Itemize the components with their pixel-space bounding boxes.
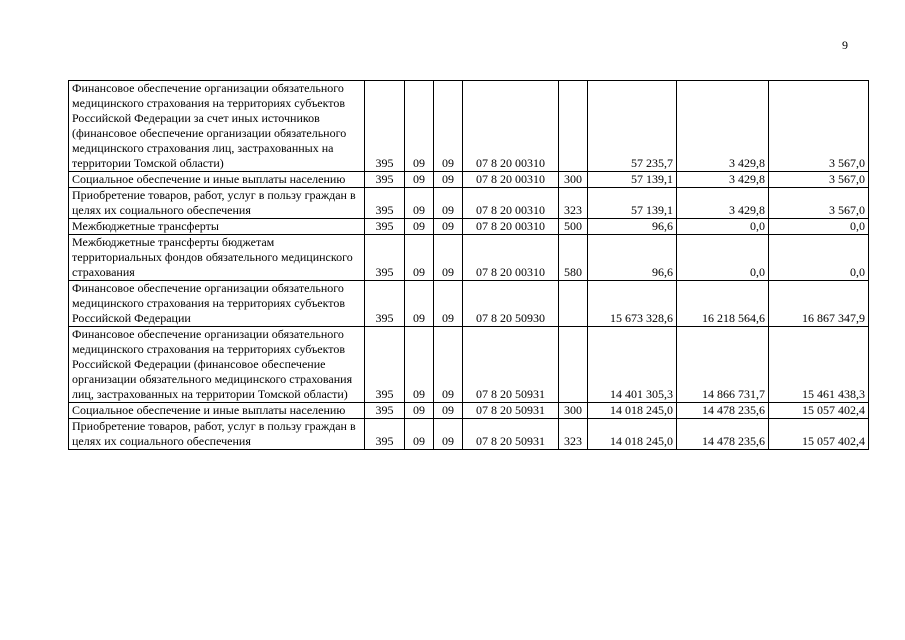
- year-2-amount: 14 478 235,6: [677, 403, 769, 419]
- ministry-code: 395: [365, 172, 405, 188]
- row-name: Финансовое обеспечение организации обязательного медицинского страхования на территориях субъектов Российской Федерации (финансовое обеспечение организации обязательного медицинского страхования лиц, застрахованных на территории Томской области): [69, 327, 365, 403]
- ministry-code: 395: [365, 403, 405, 419]
- ministry-code: 395: [365, 419, 405, 450]
- expense-type-code: 300: [559, 403, 588, 419]
- table-row: [69, 219, 869, 235]
- year-3-amount: 15 461 438,3: [769, 327, 869, 403]
- target-code: 07 8 20 50931: [463, 327, 559, 403]
- subsection-code: 09: [434, 419, 463, 450]
- subsection-code: 09: [434, 188, 463, 219]
- subsection-code: 09: [434, 219, 463, 235]
- table-row: [69, 81, 869, 172]
- subsection-code: 09: [434, 235, 463, 281]
- year-1-amount: 57 235,7: [588, 81, 677, 172]
- ministry-code: 395: [365, 281, 405, 327]
- year-3-amount: 0,0: [769, 235, 869, 281]
- year-1-amount: 96,6: [588, 235, 677, 281]
- row-name: Социальное обеспечение и иные выплаты населению: [69, 403, 365, 419]
- year-3-amount: 3 567,0: [769, 172, 869, 188]
- target-code: 07 8 20 00310: [463, 188, 559, 219]
- row-name: Финансовое обеспечение организации обязательного медицинского страхования на территориях субъектов Российской Федерации за счет иных источников (финансовое обеспечение организации обязательного медицинского страхования лиц, застрахованных на территории Томской области): [69, 81, 365, 172]
- year-1-amount: 14 018 245,0: [588, 419, 677, 450]
- year-3-amount: 15 057 402,4: [769, 403, 869, 419]
- section-code: 09: [405, 172, 434, 188]
- target-code: 07 8 20 50931: [463, 419, 559, 450]
- ministry-code: 395: [365, 235, 405, 281]
- table-row: [69, 403, 869, 419]
- year-2-amount: 3 429,8: [677, 81, 769, 172]
- year-2-amount: 3 429,8: [677, 172, 769, 188]
- ministry-code: 395: [365, 219, 405, 235]
- section-code: 09: [405, 327, 434, 403]
- section-code: 09: [405, 403, 434, 419]
- table-row: [69, 235, 869, 281]
- table-row: [69, 419, 869, 450]
- expense-type-code: 300: [559, 172, 588, 188]
- section-code: 09: [405, 235, 434, 281]
- row-name: Финансовое обеспечение организации обязательного медицинского страхования на территориях субъектов Российской Федерации: [69, 281, 365, 327]
- expense-type-code: 500: [559, 219, 588, 235]
- ministry-code: 395: [365, 188, 405, 219]
- year-2-amount: 0,0: [677, 219, 769, 235]
- year-1-amount: 96,6: [588, 219, 677, 235]
- year-1-amount: 57 139,1: [588, 172, 677, 188]
- year-1-amount: 14 401 305,3: [588, 327, 677, 403]
- subsection-code: 09: [434, 81, 463, 172]
- section-code: 09: [405, 219, 434, 235]
- target-code: 07 8 20 50931: [463, 403, 559, 419]
- year-2-amount: 14 866 731,7: [677, 327, 769, 403]
- year-1-amount: 14 018 245,0: [588, 403, 677, 419]
- budget-table: [68, 80, 869, 450]
- expense-type-code: [559, 281, 588, 327]
- section-code: 09: [405, 188, 434, 219]
- row-name: Приобретение товаров, работ, услуг в пользу граждан в целях их социального обеспечения: [69, 419, 365, 450]
- table-row: [69, 327, 869, 403]
- expense-type-code: 323: [559, 188, 588, 219]
- year-2-amount: 3 429,8: [677, 188, 769, 219]
- subsection-code: 09: [434, 403, 463, 419]
- target-code: 07 8 20 00310: [463, 81, 559, 172]
- year-3-amount: 15 057 402,4: [769, 419, 869, 450]
- table-row: [69, 281, 869, 327]
- row-name: Приобретение товаров, работ, услуг в пользу граждан в целях их социального обеспечения: [69, 188, 365, 219]
- target-code: 07 8 20 00310: [463, 219, 559, 235]
- row-name: Межбюджетные трансферты бюджетам территориальных фондов обязательного медицинского страхования: [69, 235, 365, 281]
- section-code: 09: [405, 419, 434, 450]
- page-number: 9: [842, 38, 848, 52]
- expense-type-code: [559, 327, 588, 403]
- expense-type-code: [559, 81, 588, 172]
- year-3-amount: 3 567,0: [769, 188, 869, 219]
- subsection-code: 09: [434, 172, 463, 188]
- expense-type-code: 580: [559, 235, 588, 281]
- table-row: [69, 172, 869, 188]
- target-code: 07 8 20 50930: [463, 281, 559, 327]
- year-3-amount: 3 567,0: [769, 81, 869, 172]
- year-2-amount: 16 218 564,6: [677, 281, 769, 327]
- table-row: [69, 188, 869, 219]
- year-2-amount: 0,0: [677, 235, 769, 281]
- row-name: Социальное обеспечение и иные выплаты населению: [69, 172, 365, 188]
- expense-type-code: 323: [559, 419, 588, 450]
- year-2-amount: 14 478 235,6: [677, 419, 769, 450]
- year-3-amount: 16 867 347,9: [769, 281, 869, 327]
- ministry-code: 395: [365, 81, 405, 172]
- target-code: 07 8 20 00310: [463, 172, 559, 188]
- target-code: 07 8 20 00310: [463, 235, 559, 281]
- ministry-code: 395: [365, 327, 405, 403]
- section-code: 09: [405, 281, 434, 327]
- section-code: 09: [405, 81, 434, 172]
- year-3-amount: 0,0: [769, 219, 869, 235]
- subsection-code: 09: [434, 281, 463, 327]
- year-1-amount: 15 673 328,6: [588, 281, 677, 327]
- subsection-code: 09: [434, 327, 463, 403]
- row-name: Межбюджетные трансферты: [69, 219, 365, 235]
- year-1-amount: 57 139,1: [588, 188, 677, 219]
